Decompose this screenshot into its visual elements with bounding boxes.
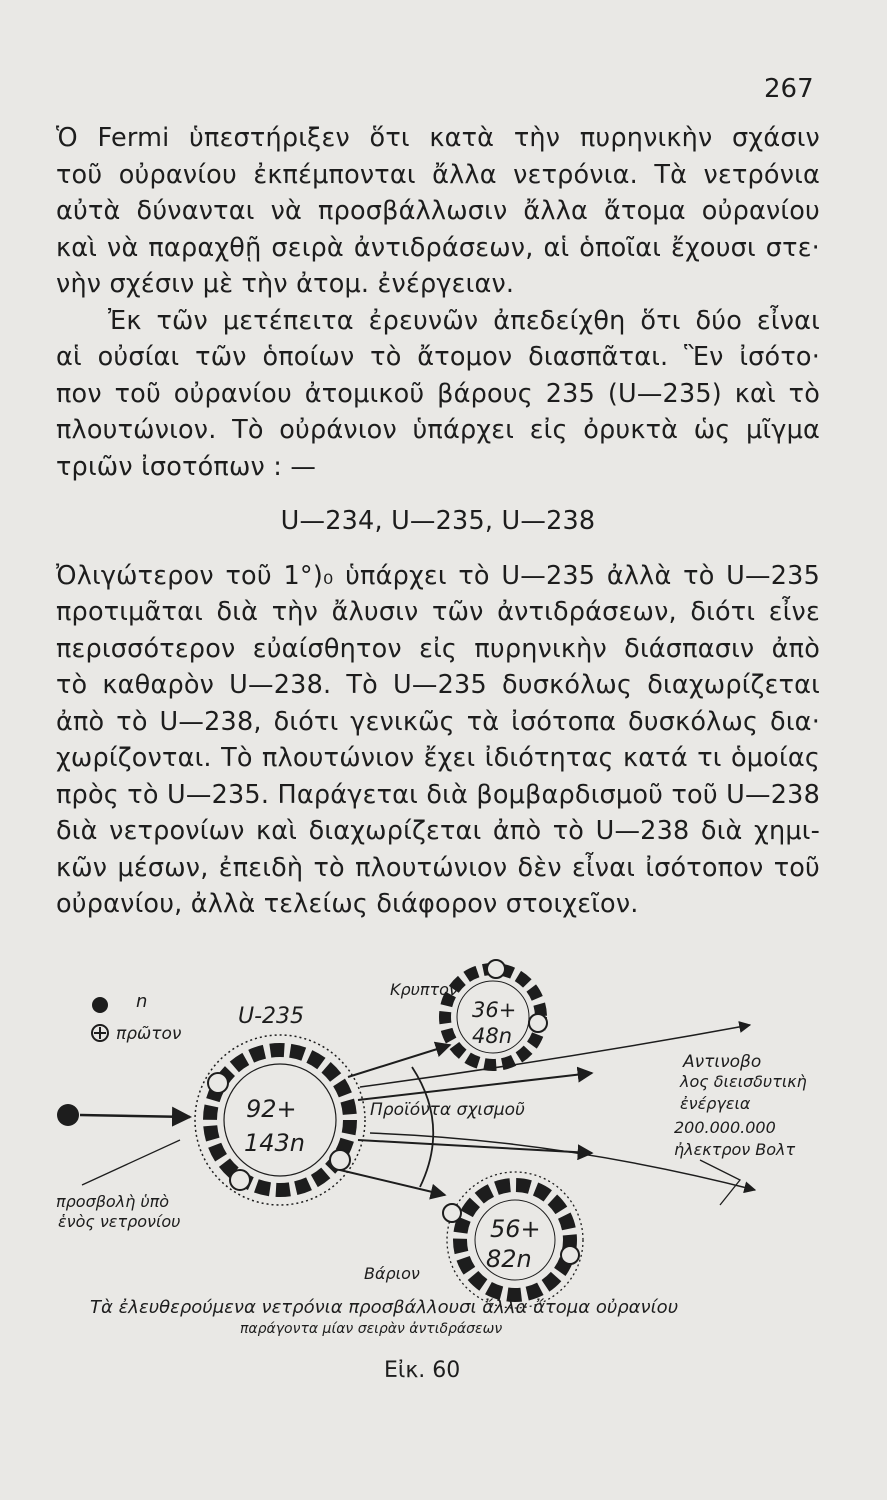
incoming-label-2: ἑνὸς νετρονίου [58, 1212, 181, 1231]
krypton-charge: 36+ [472, 998, 517, 1022]
incoming-neutron [57, 1104, 79, 1126]
energy-label-3: ἐνέργεια [680, 1094, 751, 1113]
barium-label: Βάριον [364, 1264, 420, 1283]
energy-label-4: 200.000.000 [674, 1118, 776, 1137]
text-line: κῶν μέσων, ἐπειδὴ τὸ πλουτώνιον δὲν εἶναι ἰσότοπον τοῦ [56, 852, 820, 883]
fission-diagram [40, 955, 840, 1355]
energy-label-1: Αντινοβο [683, 1052, 762, 1072]
text-line: αἱ οὐσίαι τῶν ὁποίων τὸ ἄτομον διασπᾶται. Ἓν ἰσότο· [56, 342, 820, 372]
text-line: Ὁ Fermi ὑπεστήριξεν ὅτι κατὰ τὴν πυρηνικὴν σχάσιν [56, 123, 820, 153]
text-line: ἀπὸ τὸ U—238, διότι γενικῶς τὰ ἰσότοπα δυσκόλως δια· [56, 706, 820, 737]
page-number: 267 [764, 74, 814, 104]
text-line: Ἐκ τῶν μετέπειτα ἐρευνῶν ἀπεδείχθη ὅτι δύο εἶναι [108, 305, 820, 336]
text-line: αὐτὰ δύνανται νὰ προσβάλλωσιν ἄλλα ἄτομα οὐρανίου [56, 196, 820, 226]
text-line: νὴν σχέσιν μὲ τὴν ἀτομ. ἐνέργειαν. [56, 269, 515, 299]
caption-line-1: Τὰ ἐλευθερούμενα νετρόνια προσβάλλουσι ἄλλα ἄτομα οὐρανίου [90, 1297, 679, 1318]
krypton-neutrons: 48n [472, 1024, 513, 1048]
krypton-arrow [348, 1045, 450, 1077]
barium-arrow [340, 1170, 445, 1195]
text-line: προτιμᾶται διὰ τὴν ἄλυσιν τῶν ἀντιδράσεων, διότι εἶνε [56, 597, 820, 627]
text-line: περισσότερον εὐαίσθητον εἰς πυρηνικὴν διάσπασιν ἀπὸ [56, 633, 820, 664]
text-line: οὐρανίου, ἀλλὰ τελείως διάφορον στοιχεῖον. [56, 889, 639, 919]
barium-neutrons: 82n [486, 1245, 532, 1273]
neutron-arrow-2 [358, 1140, 592, 1153]
text-line: πλουτώνιον. Τὸ οὐράνιον ὑπάρχει εἰς ὀρυκτὰ ὡς μῖγμα [56, 415, 820, 445]
u235-charge: 92+ [246, 1095, 297, 1123]
krypton-label: Κρυπτον [390, 980, 458, 999]
legend-neutron-label: n [136, 991, 148, 1012]
radiation-line-3 [700, 1160, 740, 1205]
text-line: τὸ καθαρὸν U—238. Τὸ U—235 δυσκόλως διαχωρίζεται [56, 670, 820, 700]
text-line: τοῦ οὐρανίου ἐκπέμπονται ἄλλα νετρόνια. Τὰ νετρόνια [56, 159, 820, 190]
u235-label: U-235 [238, 1004, 305, 1029]
legend-neutron-icon [92, 997, 108, 1013]
fragment-bracket [412, 1067, 433, 1187]
neutron-arrow-1 [358, 1073, 592, 1100]
text-line: τριῶν ἰσοτόπων : — [56, 451, 317, 482]
text-line: πον τοῦ οὐρανίου ἀτομικοῦ βάρους 235 (U—235) καὶ τὸ [56, 378, 820, 409]
text-line: χωρίζονται. Τὸ πλουτώνιον ἔχει ἰδιότητας κατά τι ὁμοίας [56, 743, 820, 773]
caption-line-2: παράγοντα μίαν σειρὰν ἀντιδράσεων [240, 1321, 503, 1337]
text-line: Ὀλιγώτερον τοῦ 1°)₀ ὑπάρχει τὸ U—235 ἀλλὰ τὸ U—235 [56, 560, 820, 591]
figure-number: Εἰκ. 60 [384, 1358, 461, 1383]
legend-proton-label: πρῶτον [116, 1024, 182, 1044]
text-line: πρὸς τὸ U—235. Παράγεται διὰ βομβαρδισμοῦ τοῦ U—238 [56, 779, 820, 810]
text-line: διὰ νετρονίων καὶ διαχωρίζεται ἀπὸ τὸ U—238 διὰ χημι- [56, 816, 820, 846]
legend-proton-icon [92, 1025, 108, 1041]
products-label: Προϊόντα σχισμοῦ [370, 1100, 525, 1120]
u235-neutrons: 143n [244, 1129, 306, 1157]
incoming-label-1: προσβολὴ ὑπὸ [56, 1192, 170, 1211]
isotope-list: U—234, U—235, U—238 [280, 506, 596, 536]
energy-label-5: ἠλεκτρον Βολτ [674, 1140, 796, 1159]
text-line: καὶ νὰ παραχθῇ σειρὰ ἀντιδράσεων, αἱ ὁποῖαι ἔχουσι στε· [56, 232, 820, 263]
energy-label-2: λος διεισδυτικὴ [680, 1072, 807, 1091]
incoming-neutron-arrow [80, 1115, 190, 1117]
barium-charge: 56+ [490, 1215, 541, 1243]
body-text [56, 120, 820, 923]
